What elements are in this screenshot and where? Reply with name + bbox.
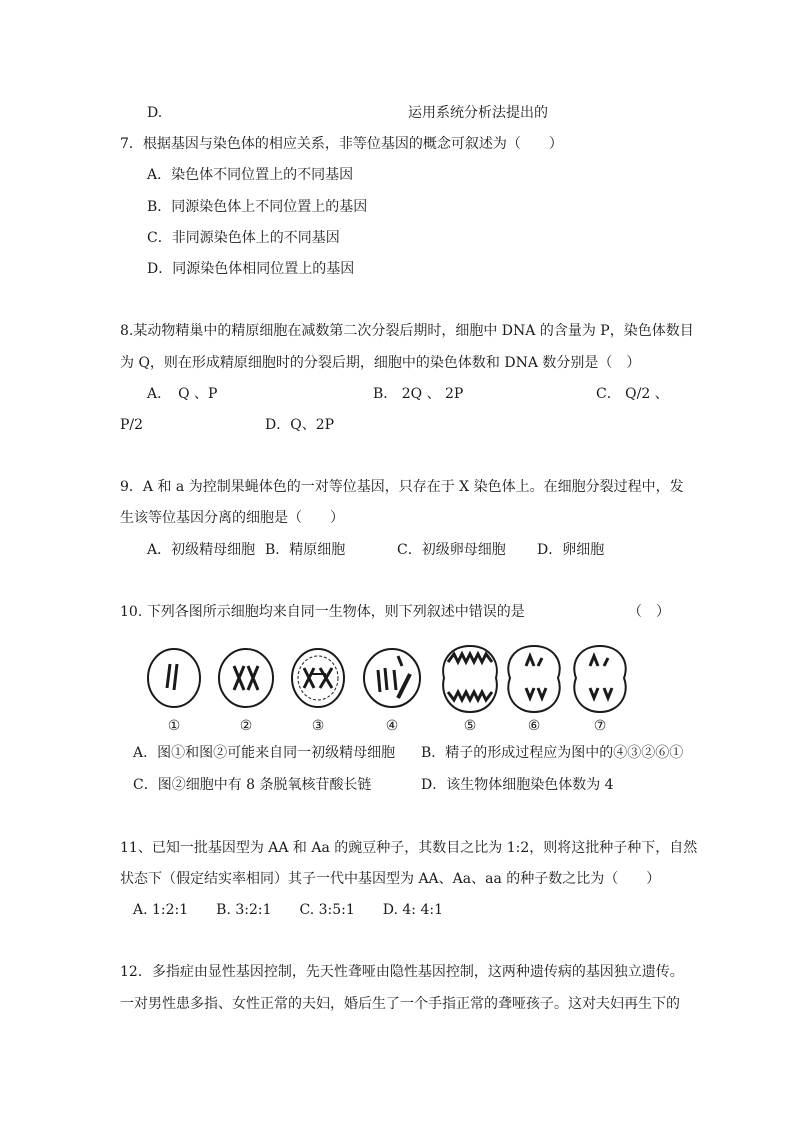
- q11-options: A. 1:2:1 B. 3:2:1 C. 3:5:1 D. 4: 4:1: [133, 902, 444, 918]
- q8-option-c: C． Q/2 、: [596, 386, 669, 402]
- q10-option-a: A．图①和图②可能来自同一初级精母细胞: [133, 745, 396, 761]
- cell-figure-3: [292, 649, 344, 707]
- q9-option-d: D．卵细胞: [537, 542, 605, 558]
- q8-option-c-cont: P/2: [120, 417, 144, 433]
- q9-option-a: A．初级精母细胞: [147, 542, 256, 558]
- q10-answer-bracket: （ ）: [628, 604, 670, 620]
- figure-label-3: ③: [311, 718, 325, 734]
- q9-option-b: B．精原细胞: [265, 542, 346, 558]
- q8-option-a: A． Q 、P: [147, 386, 218, 402]
- cell-figure-6: [508, 646, 559, 712]
- q8-stem-line1: 8.某动物精巢中的精原细胞在减数第二次分裂后期时，细胞中 DNA 的含量为 P，染色体数目: [120, 323, 694, 339]
- q9-stem-line2: 生该等位基因分离的细胞是（ ）: [120, 510, 344, 526]
- q12-stem-line2: 一对男性患多指、女性正常的夫妇，婚后生了一个手指正常的聋哑孩子。这对夫妇再生下的: [120, 996, 680, 1012]
- figure-label-1: ①: [167, 718, 181, 734]
- cell-figure-7: [574, 646, 625, 712]
- q7-option-c: C．非同源染色体上的不同基因: [147, 230, 340, 246]
- q11-stem-line2: 状态下（假定结实率相同）其子一代中基因型为 AA、Aa、aa 的种子数之比为（ ）: [120, 871, 661, 887]
- q8-stem-line2: 为 Q，则在形成精原细胞时的分裂后期，细胞中的染色体数和 DNA 数分别是（ ）: [120, 355, 641, 371]
- q12-stem-line1: 12．多指症由显性基因控制，先天性聋哑由隐性基因控制，这两种遗传病的基因独立遗传。: [120, 964, 684, 980]
- cell-figure-5: [443, 646, 497, 712]
- cell-figure-1: [148, 649, 200, 707]
- q8-option-d: D．Q、2P: [265, 417, 335, 433]
- q9-option-c: C．初级卵母细胞: [397, 542, 506, 558]
- figure-label-4: ④: [385, 718, 399, 734]
- q11-stem-line1: 11、已知一批基因型为 AA 和 Aa 的豌豆种子，其数目之比为 1:2，则将这批种子种下，自然: [120, 840, 698, 856]
- q8-option-b: B． 2Q 、 2P: [373, 386, 464, 402]
- cell-figure-4: [364, 649, 420, 707]
- q10-option-b: B．精子的形成过程应为图中的④③②⑥①: [421, 745, 684, 761]
- cell-figure-2: [219, 649, 273, 707]
- q10-stem: 10. 下列各图所示细胞均来自同一生物体，则下列叙述中错误的是: [120, 604, 525, 620]
- q10-option-d: D．该生物体细胞染色体数为 4: [421, 777, 614, 793]
- figure-label-7: ⑦: [593, 718, 607, 734]
- q7-stem: 7．根据基因与染色体的相应关系，非等位基因的概念可叙述为（ ）: [120, 136, 563, 152]
- q7-option-b: B．同源染色体上不同位置上的基因: [147, 199, 368, 215]
- figure-label-5: ⑤: [463, 718, 477, 734]
- figure-label-6: ⑥: [527, 718, 541, 734]
- q6-option-d-label: D.: [147, 105, 163, 121]
- q10-option-c: C．图②细胞中有 8 条脱氧核苷酸长链: [133, 777, 372, 793]
- q7-option-a: A．染色体不同位置上的不同基因: [147, 167, 354, 183]
- figure-label-2: ②: [239, 718, 253, 734]
- q7-option-d: D．同源染色体相同位置上的基因: [147, 261, 355, 277]
- q9-stem-line1: 9．A 和 a 为控制果蝇体色的一对等位基因，只存在于 X 染色体上。在细胞分裂过程中，发: [120, 479, 684, 495]
- q6-option-d-text: 运用系统分析法提出的: [408, 105, 548, 121]
